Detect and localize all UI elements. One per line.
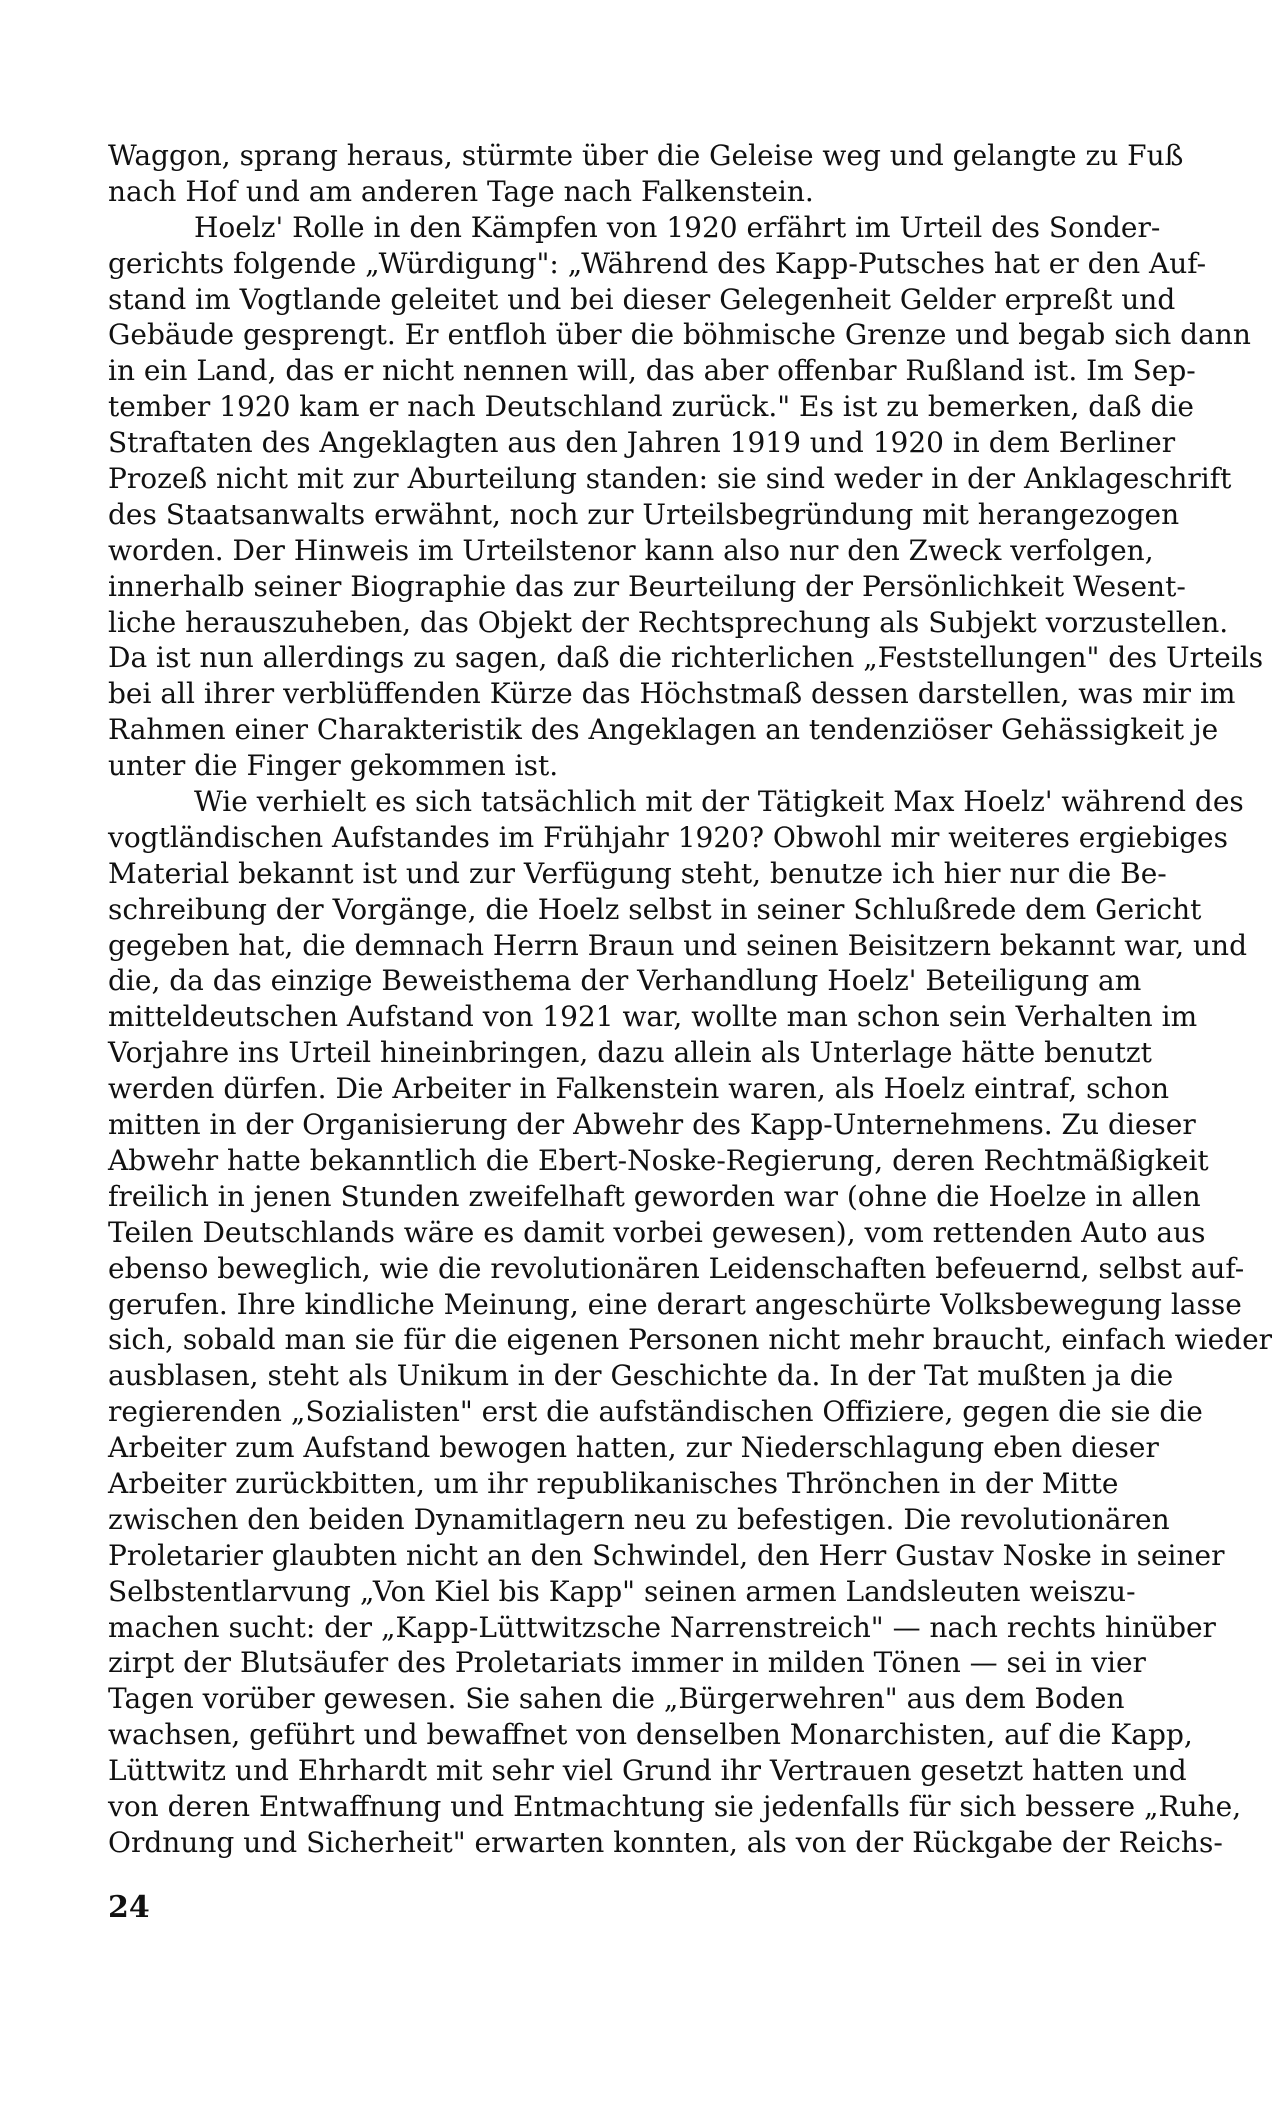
text-line: Vorjahre ins Urteil hineinbringen, dazu allein als Unterlage hätte benutzt [108, 1036, 1152, 1070]
text-line: tember 1920 kam er nach Deutschland zurück." Es ist zu bemerken, daß die [108, 390, 1194, 424]
text-line: Lüttwitz und Ehrhardt mit sehr viel Grund ihr Vertrauen gesetzt hatten und [108, 1754, 1187, 1788]
text-line: Waggon, sprang heraus, stürmte über die Geleise weg und gelangte zu Fuß [108, 139, 1184, 172]
text-line: werden dürfen. Die Arbeiter in Falkenstein waren, als Hoelz eintraf, schon [108, 1072, 1170, 1106]
text-line: Straftaten des Angeklagten aus den Jahren 1919 und 1920 in dem Berliner [108, 426, 1176, 460]
text-line: von deren Entwaffnung und Entmachtung sie jedenfalls für sich bessere „Ruhe, [108, 1789, 1242, 1823]
text-line: Wie verhielt es sich tatsächlich mit der Tätigkeit Max Hoelz' während des [194, 785, 1244, 819]
text-line: Abwehr hatte bekanntlich die Ebert-Noske-Regierung, deren Rechtmäßigkeit [108, 1143, 1209, 1177]
text-line: liche herauszuheben, das Objekt der Rechtsprechung als Subjekt vorzustellen. [108, 605, 1229, 639]
text-line: nach Hof und am anderen Tage nach Falkenstein. [108, 174, 814, 208]
text-line: mitteldeutschen Aufstand von 1921 war, wollte man schon sein Verhalten im [108, 1000, 1198, 1034]
text-line: sich, sobald man sie für die eigenen Personen nicht mehr braucht, einfach wieder [108, 1323, 1272, 1357]
text-line: Da ist nun allerdings zu sagen, daß die richterlichen „Feststellungen" des Urteils [108, 641, 1264, 675]
text-line: gegeben hat, die demnach Herrn Braun und seinen Beisitzern bekannt war, und [108, 928, 1248, 962]
text-line: schreibung der Vorgänge, die Hoelz selbst in seiner Schlußrede dem Gericht [108, 892, 1202, 926]
text-line: Prozeß nicht mit zur Aburteilung standen: sie sind weder in der Anklageschrift [108, 462, 1232, 496]
text-line: Material bekannt ist und zur Verfügung steht, benutze ich hier nur die Be- [108, 856, 1167, 890]
text-line: Arbeiter zurückbitten, um ihr republikanisches Thrönchen in der Mitte [108, 1466, 1119, 1500]
text-line: gerichts folgende „Würdigung": „Während des Kapp-Putsches hat er den Auf- [108, 246, 1207, 280]
text-line: freilich in jenen Stunden zweifelhaft geworden war (ohne die Hoelze in allen [108, 1179, 1201, 1213]
page-number: 24 [108, 1890, 150, 1925]
text-line: des Staatsanwalts erwähnt, noch zur Urteilsbegründung mit herangezogen [108, 497, 1180, 531]
text-line: wachsen, geführt und bewaffnet von denselben Monarchisten, auf die Kapp, [108, 1718, 1193, 1752]
text-line: bei all ihrer verblüffenden Kürze das Höchstmaß dessen darstellen, was mir im [108, 677, 1236, 711]
text-line: unter die Finger gekommen ist. [108, 749, 559, 783]
text-line: ausblasen, steht als Unikum in der Geschichte da. In der Tat mußten ja die [108, 1359, 1174, 1393]
text-line: Selbstentlarvung „Von Kiel bis Kapp" seinen armen Landsleuten weiszu- [108, 1574, 1136, 1608]
text-line: zirpt der Blutsäufer des Proletariats immer in milden Tönen — sei in vier [108, 1646, 1146, 1680]
text-line: Gebäude gesprengt. Er entfloh über die böhmische Grenze und begab sich dann [108, 318, 1251, 352]
text-line: Teilen Deutschlands wäre es damit vorbei gewesen), vom rettenden Auto aus [108, 1215, 1206, 1249]
text-line: zwischen den beiden Dynamitlagern neu zu befestigen. Die revolutionären [108, 1502, 1170, 1536]
text-line: in ein Land, das er nicht nennen will, das aber offenbar Rußland ist. Im Sep- [108, 354, 1196, 388]
text-line: Rahmen einer Charakteristik des Angeklagen an tendenziöser Gehässigkeit je [108, 713, 1219, 747]
text-line: innerhalb seiner Biographie das zur Beurteilung der Persönlichkeit Wesent- [108, 569, 1186, 603]
text-line: worden. Der Hinweis im Urteilstenor kann also nur den Zweck verfolgen, [108, 533, 1154, 567]
text-line: stand im Vogtlande geleitet und bei dieser Gelegenheit Gelder erpreßt und [108, 282, 1176, 316]
body-text [108, 138, 1272, 1861]
text-line: Arbeiter zum Aufstand bewogen hatten, zur Niederschlagung eben dieser [108, 1431, 1159, 1465]
text-line: vogtländischen Aufstandes im Frühjahr 1920? Obwohl mir weiteres ergiebiges [108, 820, 1228, 854]
text-line: Ordnung und Sicherheit" erwarten konnten, als von der Rückgabe der Reichs- [108, 1825, 1223, 1859]
text-line: ebenso beweglich, wie die revolutionären Leidenschaften befeuernd, selbst auf- [108, 1251, 1245, 1285]
text-line: Proletarier glaubten nicht an den Schwindel, den Herr Gustav Noske in seiner [108, 1538, 1225, 1572]
text-line: Tagen vorüber gewesen. Sie sahen die „Bürgerwehren" aus dem Boden [108, 1682, 1125, 1716]
text-line: die, da das einzige Beweisthema der Verhandlung Hoelz' Beteiligung am [108, 964, 1142, 998]
text-line: Hoelz' Rolle in den Kämpfen von 1920 erfährt im Urteil des Sonder- [194, 210, 1161, 244]
text-line: gerufen. Ihre kindliche Meinung, eine derart angeschürte Volksbewegung lasse [108, 1287, 1242, 1321]
text-line: machen sucht: der „Kapp-Lüttwitzsche Narrenstreich" — nach rechts hinüber [108, 1610, 1216, 1644]
text-line: mitten in der Organisierung der Abwehr des Kapp-Unternehmens. Zu dieser [108, 1108, 1196, 1142]
text-line: regierenden „Sozialisten" erst die aufständischen Offiziere, gegen die sie die [108, 1395, 1203, 1429]
